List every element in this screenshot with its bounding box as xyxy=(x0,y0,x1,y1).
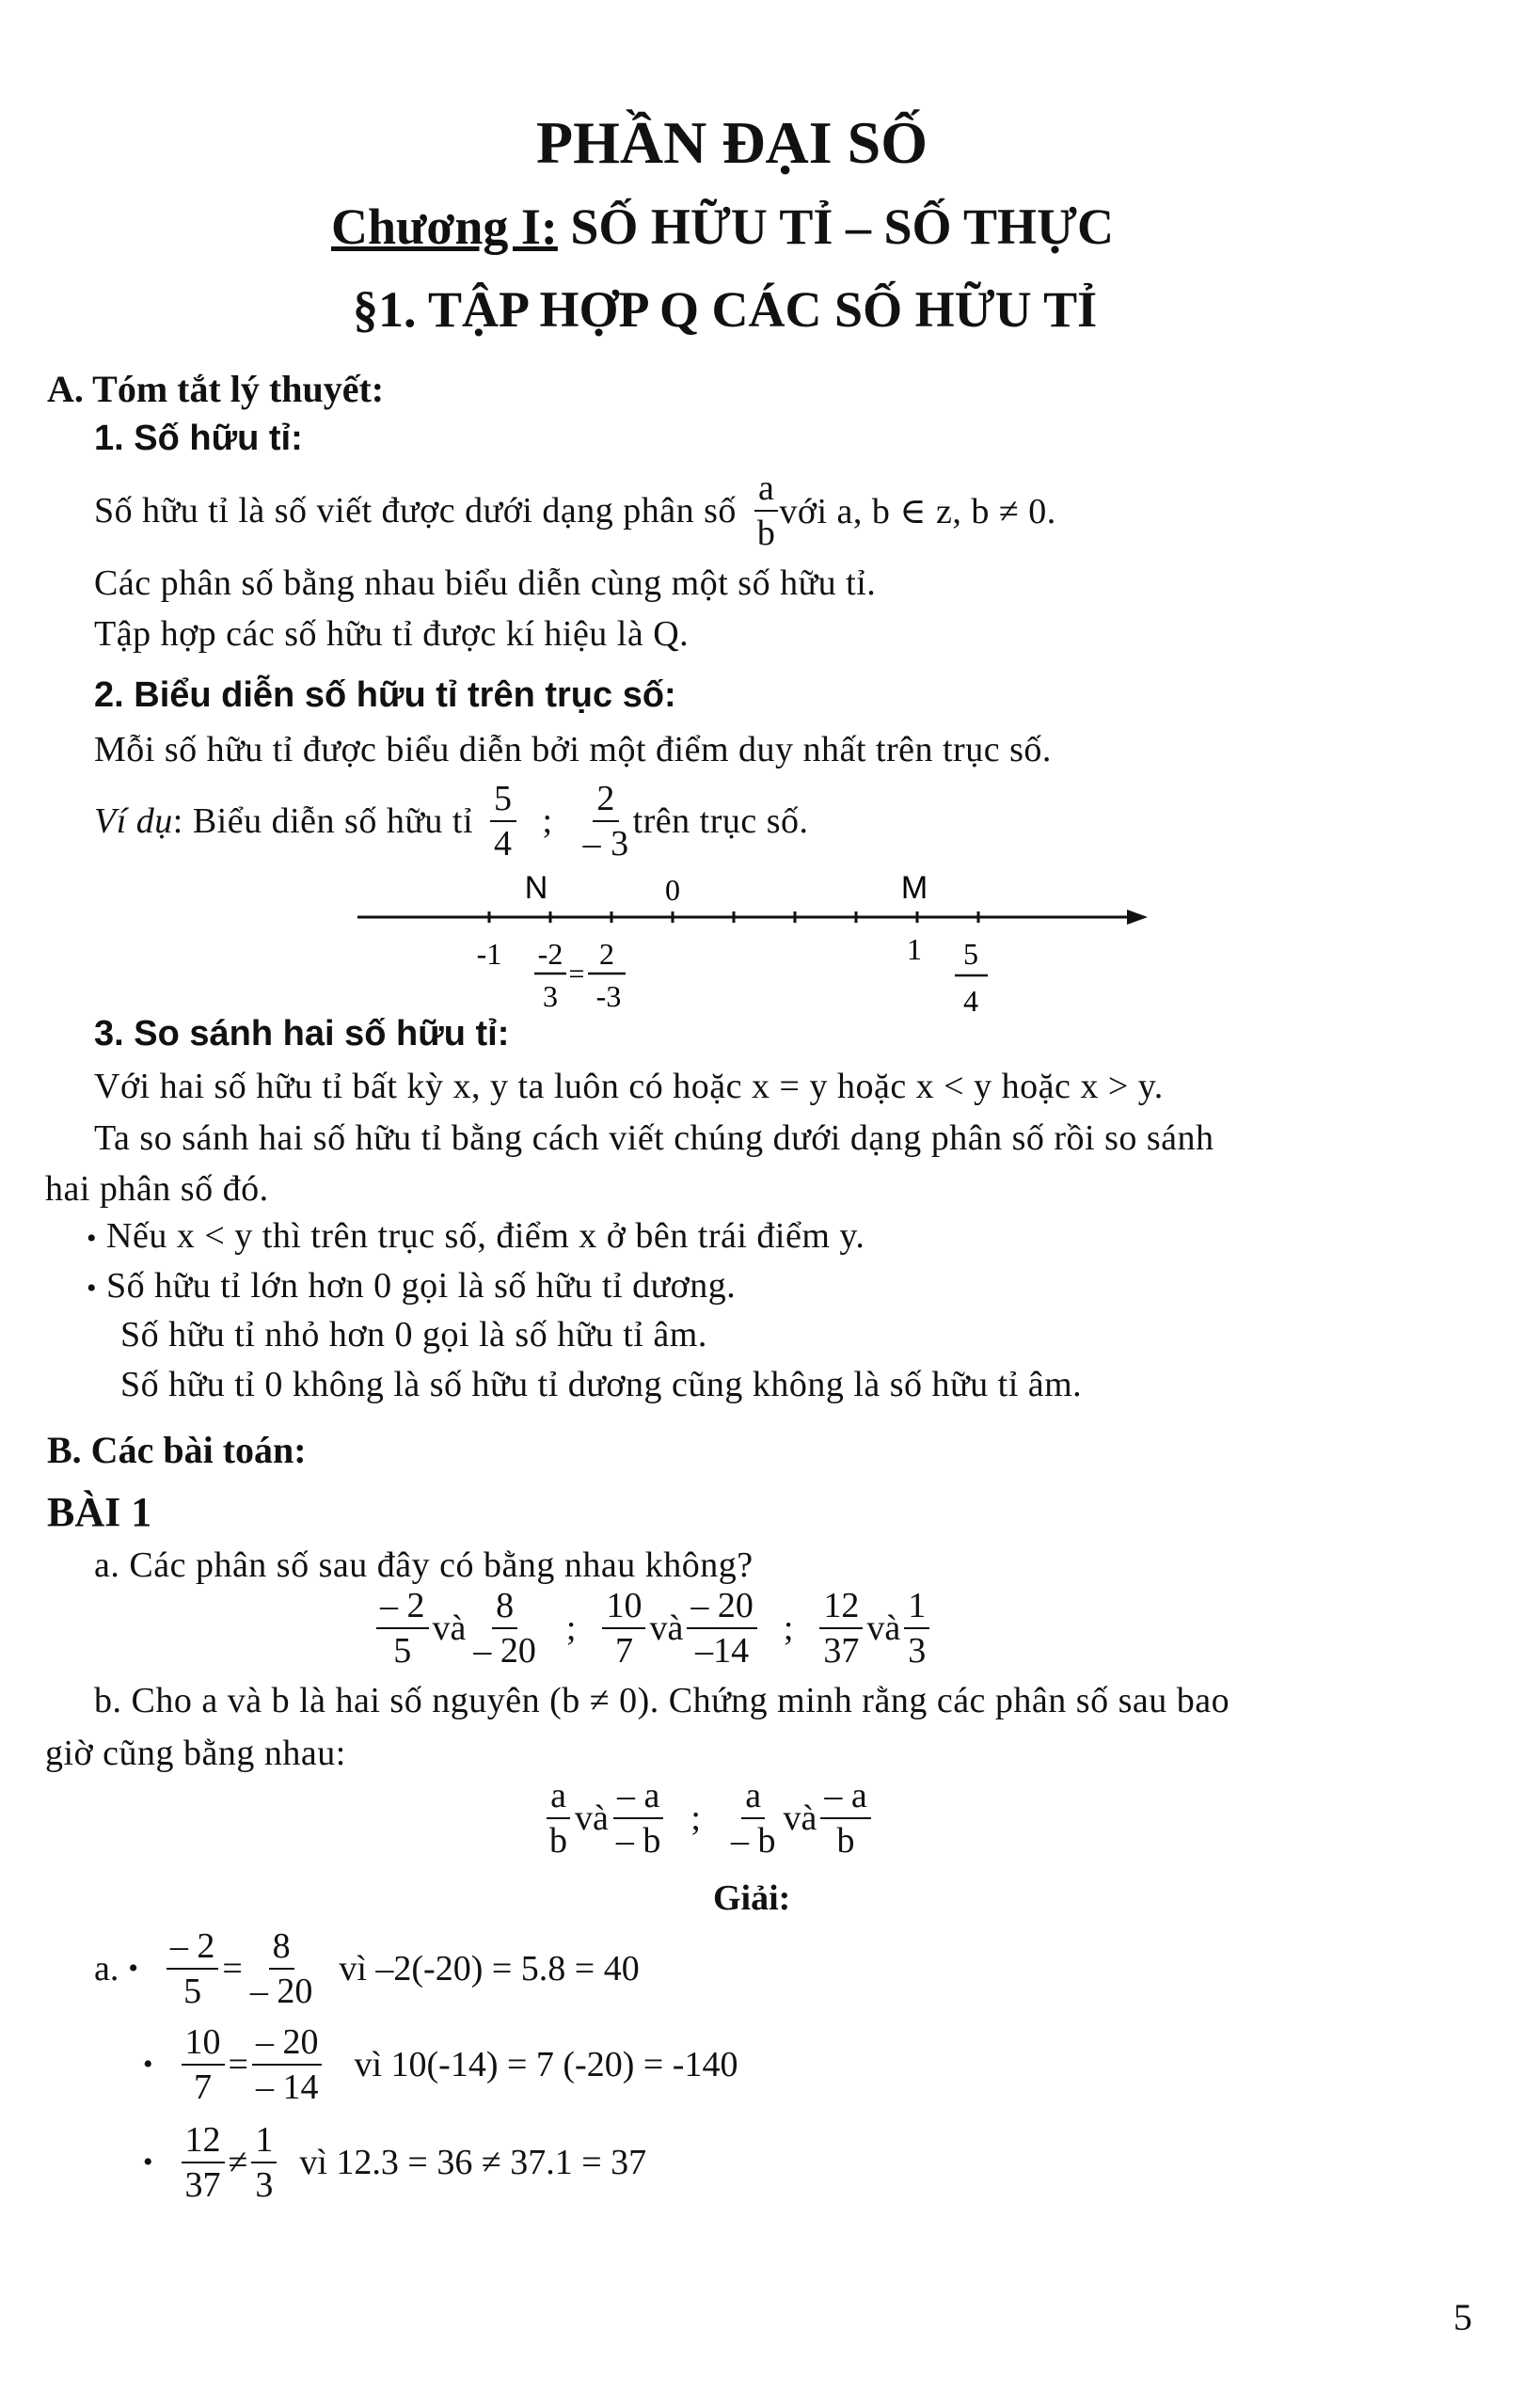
semicolon: ; xyxy=(565,1608,577,1648)
axis-arrow-icon xyxy=(1127,910,1148,925)
s1-line1-post: với a, b ∈ z, b ≠ 0. xyxy=(779,491,1056,531)
frac-num: – a xyxy=(613,1778,663,1819)
frac-den: – 20 xyxy=(249,1972,313,2011)
s2-heading: 2. Biểu diễn số hữu tỉ trên trục số: xyxy=(94,675,676,715)
semicolon: ; xyxy=(542,801,553,841)
section-a-heading: A. Tóm tắt lý thuyết: xyxy=(47,368,385,410)
va-text: và xyxy=(432,1608,467,1648)
number-line xyxy=(339,861,1166,1039)
frac-den: 5 xyxy=(393,1631,412,1671)
frac-num: a xyxy=(547,1778,570,1819)
s3-line3: hai phân số đó. xyxy=(45,1169,269,1209)
frac-num: 12 xyxy=(182,2122,225,2163)
s1-line3: Tập hợp các số hữu tỉ được kí hiệu là Q. xyxy=(94,614,690,654)
frac-num: 10 xyxy=(182,2024,225,2066)
bai-1-heading: BÀI 1 xyxy=(47,1489,152,1535)
frac-num: – a xyxy=(820,1778,870,1819)
question-a: a. Các phân số sau đây có bằng nhau không? xyxy=(94,1545,754,1585)
qa-frac xyxy=(376,1588,429,1669)
qa-frac xyxy=(687,1588,757,1669)
operator: = xyxy=(228,2045,248,2084)
chapter-name: SỐ HỮU TỈ – SỐ THỰC xyxy=(570,198,1115,255)
fraction-a-b xyxy=(754,470,780,551)
operator: ≠ xyxy=(228,2143,248,2182)
s3-heading: 3. So sánh hai số hữu tỉ: xyxy=(94,1014,510,1054)
frac-num: – 20 xyxy=(687,1588,757,1629)
va-text: và xyxy=(866,1608,901,1648)
frac-den: – 3 xyxy=(582,824,629,863)
frac-den: 3 xyxy=(908,1631,927,1671)
example-tail: trên trục số. xyxy=(632,801,809,841)
eq-sign: = xyxy=(568,958,585,990)
s2-example xyxy=(94,781,809,862)
section-b-heading: B. Các bài toán: xyxy=(47,1429,307,1471)
frac-den: b xyxy=(756,514,776,553)
reason-text: vì 12.3 = 36 ≠ 37.1 = 37 xyxy=(299,2143,647,2182)
example-label: Ví dụ xyxy=(94,801,173,841)
sol-frac xyxy=(182,2024,225,2105)
qa-frac xyxy=(904,1588,929,1669)
page-number: 5 xyxy=(1453,2296,1472,2338)
right-den: 4 xyxy=(963,984,978,1018)
tick-label-1: 1 xyxy=(907,932,922,966)
frac-den: –14 xyxy=(695,1631,750,1671)
va-text: và xyxy=(783,1798,817,1838)
s2-line1: Mỗi số hữu tỉ được biểu diễn bởi một điểm duy nhất trên trục số. xyxy=(94,730,1052,769)
question-a-fractions xyxy=(376,1588,929,1669)
qb-frac xyxy=(546,1778,571,1859)
qb-frac xyxy=(612,1778,665,1859)
s3-line-zero: Số hữu tỉ 0 không là số hữu tỉ dương cũng không là số hữu tỉ âm. xyxy=(120,1365,1083,1404)
frac-den: – 20 xyxy=(473,1631,536,1671)
section-title: §1. TẬP HỢP Q CÁC SỐ HỮU TỈ xyxy=(353,281,1098,338)
qa-frac xyxy=(819,1588,863,1669)
bullet-icon: • xyxy=(128,1953,138,1984)
s1-line1-pre: Số hữu tỉ là số viết được dưới dạng phân số xyxy=(94,491,737,531)
bullet-text: Số hữu tỉ lớn hơn 0 gọi là số hữu tỉ dương. xyxy=(106,1266,737,1306)
eq-num-2: 2 xyxy=(599,937,614,971)
frac-den: 5 xyxy=(183,1972,202,2011)
solution-prefix: a. xyxy=(94,1949,119,1988)
bullet-icon: • xyxy=(87,1273,98,1304)
eq-num-1: -2 xyxy=(537,937,563,971)
va-text: và xyxy=(649,1608,684,1648)
frac-num: 12 xyxy=(819,1588,863,1629)
qa-frac xyxy=(469,1588,540,1669)
s3-line2: Ta so sánh hai số hữu tỉ bằng cách viết chúng dưới dạng phân số rồi so sánh xyxy=(94,1118,1214,1158)
question-b-fractions xyxy=(546,1778,871,1859)
origin-label: 0 xyxy=(665,873,680,907)
frac-num: a xyxy=(741,1778,765,1819)
solution-row-3 xyxy=(143,2122,646,2203)
frac-den: b xyxy=(549,1821,567,1861)
frac-den: – b xyxy=(730,1821,776,1861)
s3-bullet-2 xyxy=(87,1265,736,1307)
frac-num: 8 xyxy=(492,1588,517,1629)
s1-line1 xyxy=(94,470,1056,551)
s3-bullet-1 xyxy=(87,1215,865,1257)
sol-frac xyxy=(246,1928,317,2009)
reason-text: vì 10(-14) = 7 (-20) = -140 xyxy=(354,2045,738,2084)
bullet-icon: • xyxy=(143,2049,153,2080)
sol-frac xyxy=(252,2024,323,2105)
tick-label-minus-1: -1 xyxy=(476,937,502,971)
qa-frac xyxy=(602,1588,645,1669)
sol-frac xyxy=(182,2122,225,2203)
bullet-icon: • xyxy=(143,2147,153,2178)
question-b-line1: b. Cho a và b là hai số nguyên (b ≠ 0). Chứng minh rằng các phân số sau bao xyxy=(94,1681,1230,1720)
right-num: 5 xyxy=(963,937,978,971)
frac-den: 37 xyxy=(184,2165,221,2205)
frac-num: a xyxy=(754,470,778,512)
example-text: : Biểu diễn số hữu tỉ xyxy=(172,801,474,841)
chapter-title xyxy=(331,198,1114,256)
s1-line2: Các phân số bằng nhau biểu diễn cùng một số hữu tỉ. xyxy=(94,563,877,603)
solution-row-2 xyxy=(143,2024,738,2105)
eq-den-1: 3 xyxy=(543,979,558,1013)
frac-den: 37 xyxy=(823,1631,860,1671)
frac-den: – 14 xyxy=(255,2067,319,2107)
frac-den: 3 xyxy=(255,2165,274,2205)
part-title: PHẦN ĐẠI SỐ xyxy=(536,109,928,176)
sol-frac xyxy=(251,2122,277,2203)
qb-frac xyxy=(820,1778,870,1859)
s3-line1: Với hai số hữu tỉ bất kỳ x, y ta luôn có hoặc x = y hoặc x < y hoặc x > y. xyxy=(94,1067,1164,1106)
s3-line-negative: Số hữu tỉ nhỏ hơn 0 gọi là số hữu tỉ âm. xyxy=(120,1315,707,1354)
s1-heading: 1. Số hữu tỉ: xyxy=(94,419,303,458)
example-frac-1 xyxy=(490,781,516,862)
reason-text: vì –2(-20) = 5.8 = 40 xyxy=(339,1949,640,1988)
chapter-label: Chương I: xyxy=(331,198,558,255)
frac-num: 5 xyxy=(490,781,516,822)
frac-den: 7 xyxy=(614,1631,633,1671)
frac-num: – 2 xyxy=(376,1588,429,1629)
qb-frac xyxy=(727,1778,780,1859)
point-N-label: N xyxy=(524,870,548,906)
bullet-icon: • xyxy=(87,1223,98,1254)
frac-num: – 2 xyxy=(167,1928,219,1970)
example-frac-2 xyxy=(579,781,633,862)
eq-den-2: -3 xyxy=(595,979,622,1013)
frac-num: 1 xyxy=(251,2122,277,2163)
frac-den: 7 xyxy=(194,2067,213,2107)
bullet-text: Nếu x < y thì trên trục số, điểm x ở bên trái điểm y. xyxy=(106,1216,865,1256)
frac-num: 10 xyxy=(602,1588,645,1629)
semicolon: ; xyxy=(783,1608,794,1648)
frac-num: 8 xyxy=(269,1928,294,1970)
solution-row-1 xyxy=(94,1928,640,2009)
solution-heading: Giải: xyxy=(713,1878,791,1918)
frac-den: – b xyxy=(615,1821,661,1861)
question-b-line2: giờ cũng bằng nhau: xyxy=(45,1734,346,1773)
frac-num: 1 xyxy=(904,1588,929,1629)
point-M-label: M xyxy=(900,870,928,906)
frac-den: b xyxy=(836,1821,855,1861)
frac-den: 4 xyxy=(494,824,513,863)
frac-num: 2 xyxy=(593,781,619,822)
sol-frac xyxy=(167,1928,219,2009)
frac-num: – 20 xyxy=(252,2024,323,2066)
semicolon: ; xyxy=(690,1798,701,1838)
operator: = xyxy=(222,1949,243,1988)
va-text: và xyxy=(575,1798,609,1838)
